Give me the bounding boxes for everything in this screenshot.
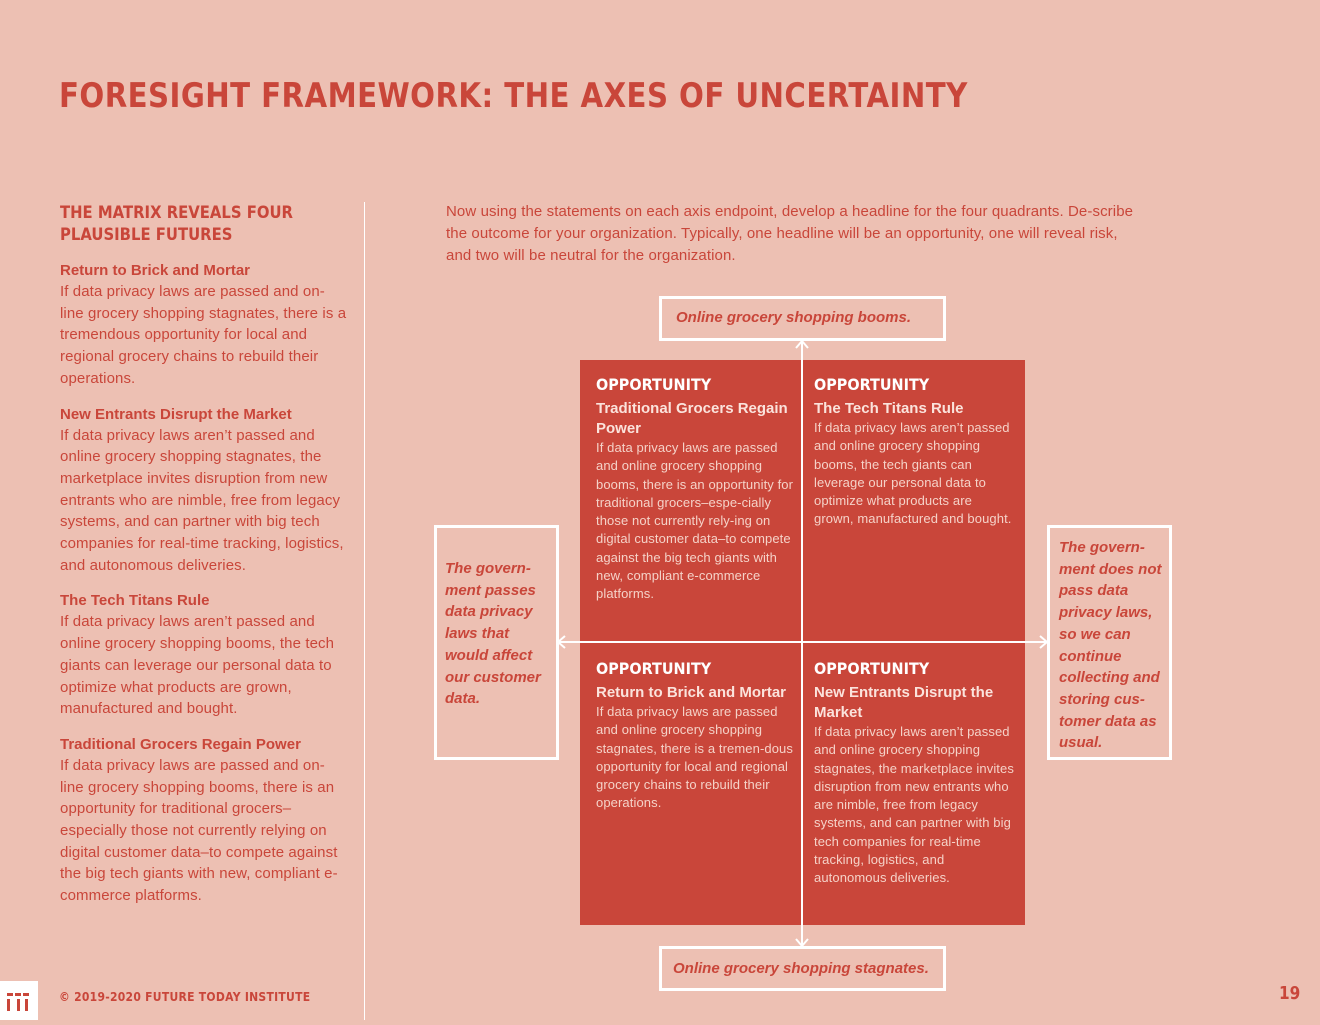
footer-copyright: © 2019-2020 FUTURE TODAY INSTITUTE — [59, 990, 311, 1004]
future-body: If data privacy laws are passed and on-line grocery shopping stagnates, there is a tremendous opportunity for local and regional grocery chains to rebuild their operations. — [60, 283, 347, 387]
axis-endpoint-bottom: Online grocery shopping stagnates. — [659, 946, 946, 991]
future-item — [60, 734, 348, 907]
quadrant-title: The Tech Titans Rule — [814, 400, 964, 417]
quadrant-top-left — [596, 374, 796, 604]
arrow-right-icon — [1040, 636, 1047, 648]
future-body: If data privacy laws aren’t passed and online grocery shopping booms, the tech giants can leverage our personal data to optimize what products are grown, manufactured and bought. — [60, 613, 335, 718]
future-body: If data privacy laws aren’t passed and online grocery shopping stagnates, the marketplace invites disruption from new entrants who are nimble, free from legacy systems, and can partner with big tech companies for real-time tracking, logistics, and autonomous deliveries. — [60, 426, 344, 574]
future-item — [60, 260, 348, 390]
quadrant-bottom-right — [814, 658, 1016, 888]
axis-endpoint-right: The govern-ment does not pass data privacy laws, so we can continue collecting and storing cus-tomer data as usual. — [1047, 525, 1172, 760]
quadrant-body: If data privacy laws aren’t passed and online grocery shopping booms, the tech giants can leverage our personal data to optimize what products are grown, manufactured and bought. — [814, 420, 1012, 527]
quadrant-body: If data privacy laws are passed and online grocery shopping stagnates, there is a tremen-dous opportunity for local and regional grocery chains to rebuild their operations. — [596, 704, 793, 811]
column-divider — [364, 202, 365, 1020]
page-number: 19 — [1279, 983, 1301, 1004]
quadrant-type: OPPORTUNITY — [596, 375, 712, 394]
quadrant-type: OPPORTUNITY — [596, 659, 712, 678]
quadrant-title: Return to Brick and Mortar — [596, 684, 787, 701]
arrow-left-icon — [558, 636, 565, 648]
sidebar-heading: THE MATRIX REVEALS FOUR PLAUSIBLE FUTURES — [60, 203, 294, 244]
quadrant-type: OPPORTUNITY — [814, 375, 930, 394]
future-title: The Tech Titans Rule — [60, 592, 210, 610]
future-title: Traditional Grocers Regain Power — [60, 735, 301, 753]
sidebar — [60, 202, 348, 921]
quadrant-top-right — [814, 374, 1014, 529]
quadrant-title: New Entrants Disrupt the Market — [814, 684, 994, 721]
quadrant-type: OPPORTUNITY — [814, 659, 930, 678]
intro-text: Now using the statements on each axis endpoint, develop a headline for the four quadrants. De-scribe the outcome for your organization. Typically, one headline will be an opportunity, one will reveal risk, and two will be neutral for the organization. — [446, 203, 1134, 264]
future-title: Return to Brick and Mortar — [60, 262, 251, 279]
future-item — [60, 404, 348, 577]
page-title: FORESIGHT FRAMEWORK: THE AXES OF UNCERTAINTY — [59, 76, 968, 116]
axis-endpoint-top: Online grocery shopping booms. — [659, 296, 946, 341]
quadrant-body: If data privacy laws aren’t passed and online grocery shopping stagnates, the marketplace invites disruption from new entrants who are nimble, free from legacy systems, and can partner with big tech companies for real-time tracking, logistics, and autonomous deliveries. — [814, 724, 1014, 886]
future-item — [60, 590, 348, 720]
arrow-down-icon — [796, 939, 808, 946]
quadrant-bottom-left — [596, 658, 796, 813]
future-title: New Entrants Disrupt the Market — [60, 405, 292, 423]
arrow-up-icon — [796, 341, 808, 348]
axis-endpoint-left: The govern-ment passes data privacy laws that would affect our customer data. — [434, 525, 559, 760]
future-today-institute-logo-icon — [0, 981, 38, 1020]
quadrant-body: If data privacy laws are passed and online grocery shopping booms, there is an opportunity for traditional grocers–espe-cially those not currently rely-ing on digital customer data–to compete against the big tech giants with new, compliant e-commerce platforms. — [596, 440, 794, 602]
future-body: If data privacy laws are passed and on-line grocery shopping booms, there is an opportunity for traditional grocers–especially those not currently relying on digital customer data–to compete against the big tech giants with new, compliant e-commerce platforms. — [60, 756, 338, 905]
scenario-matrix — [580, 360, 1025, 925]
quadrant-title: Traditional Grocers Regain Power — [596, 400, 788, 437]
